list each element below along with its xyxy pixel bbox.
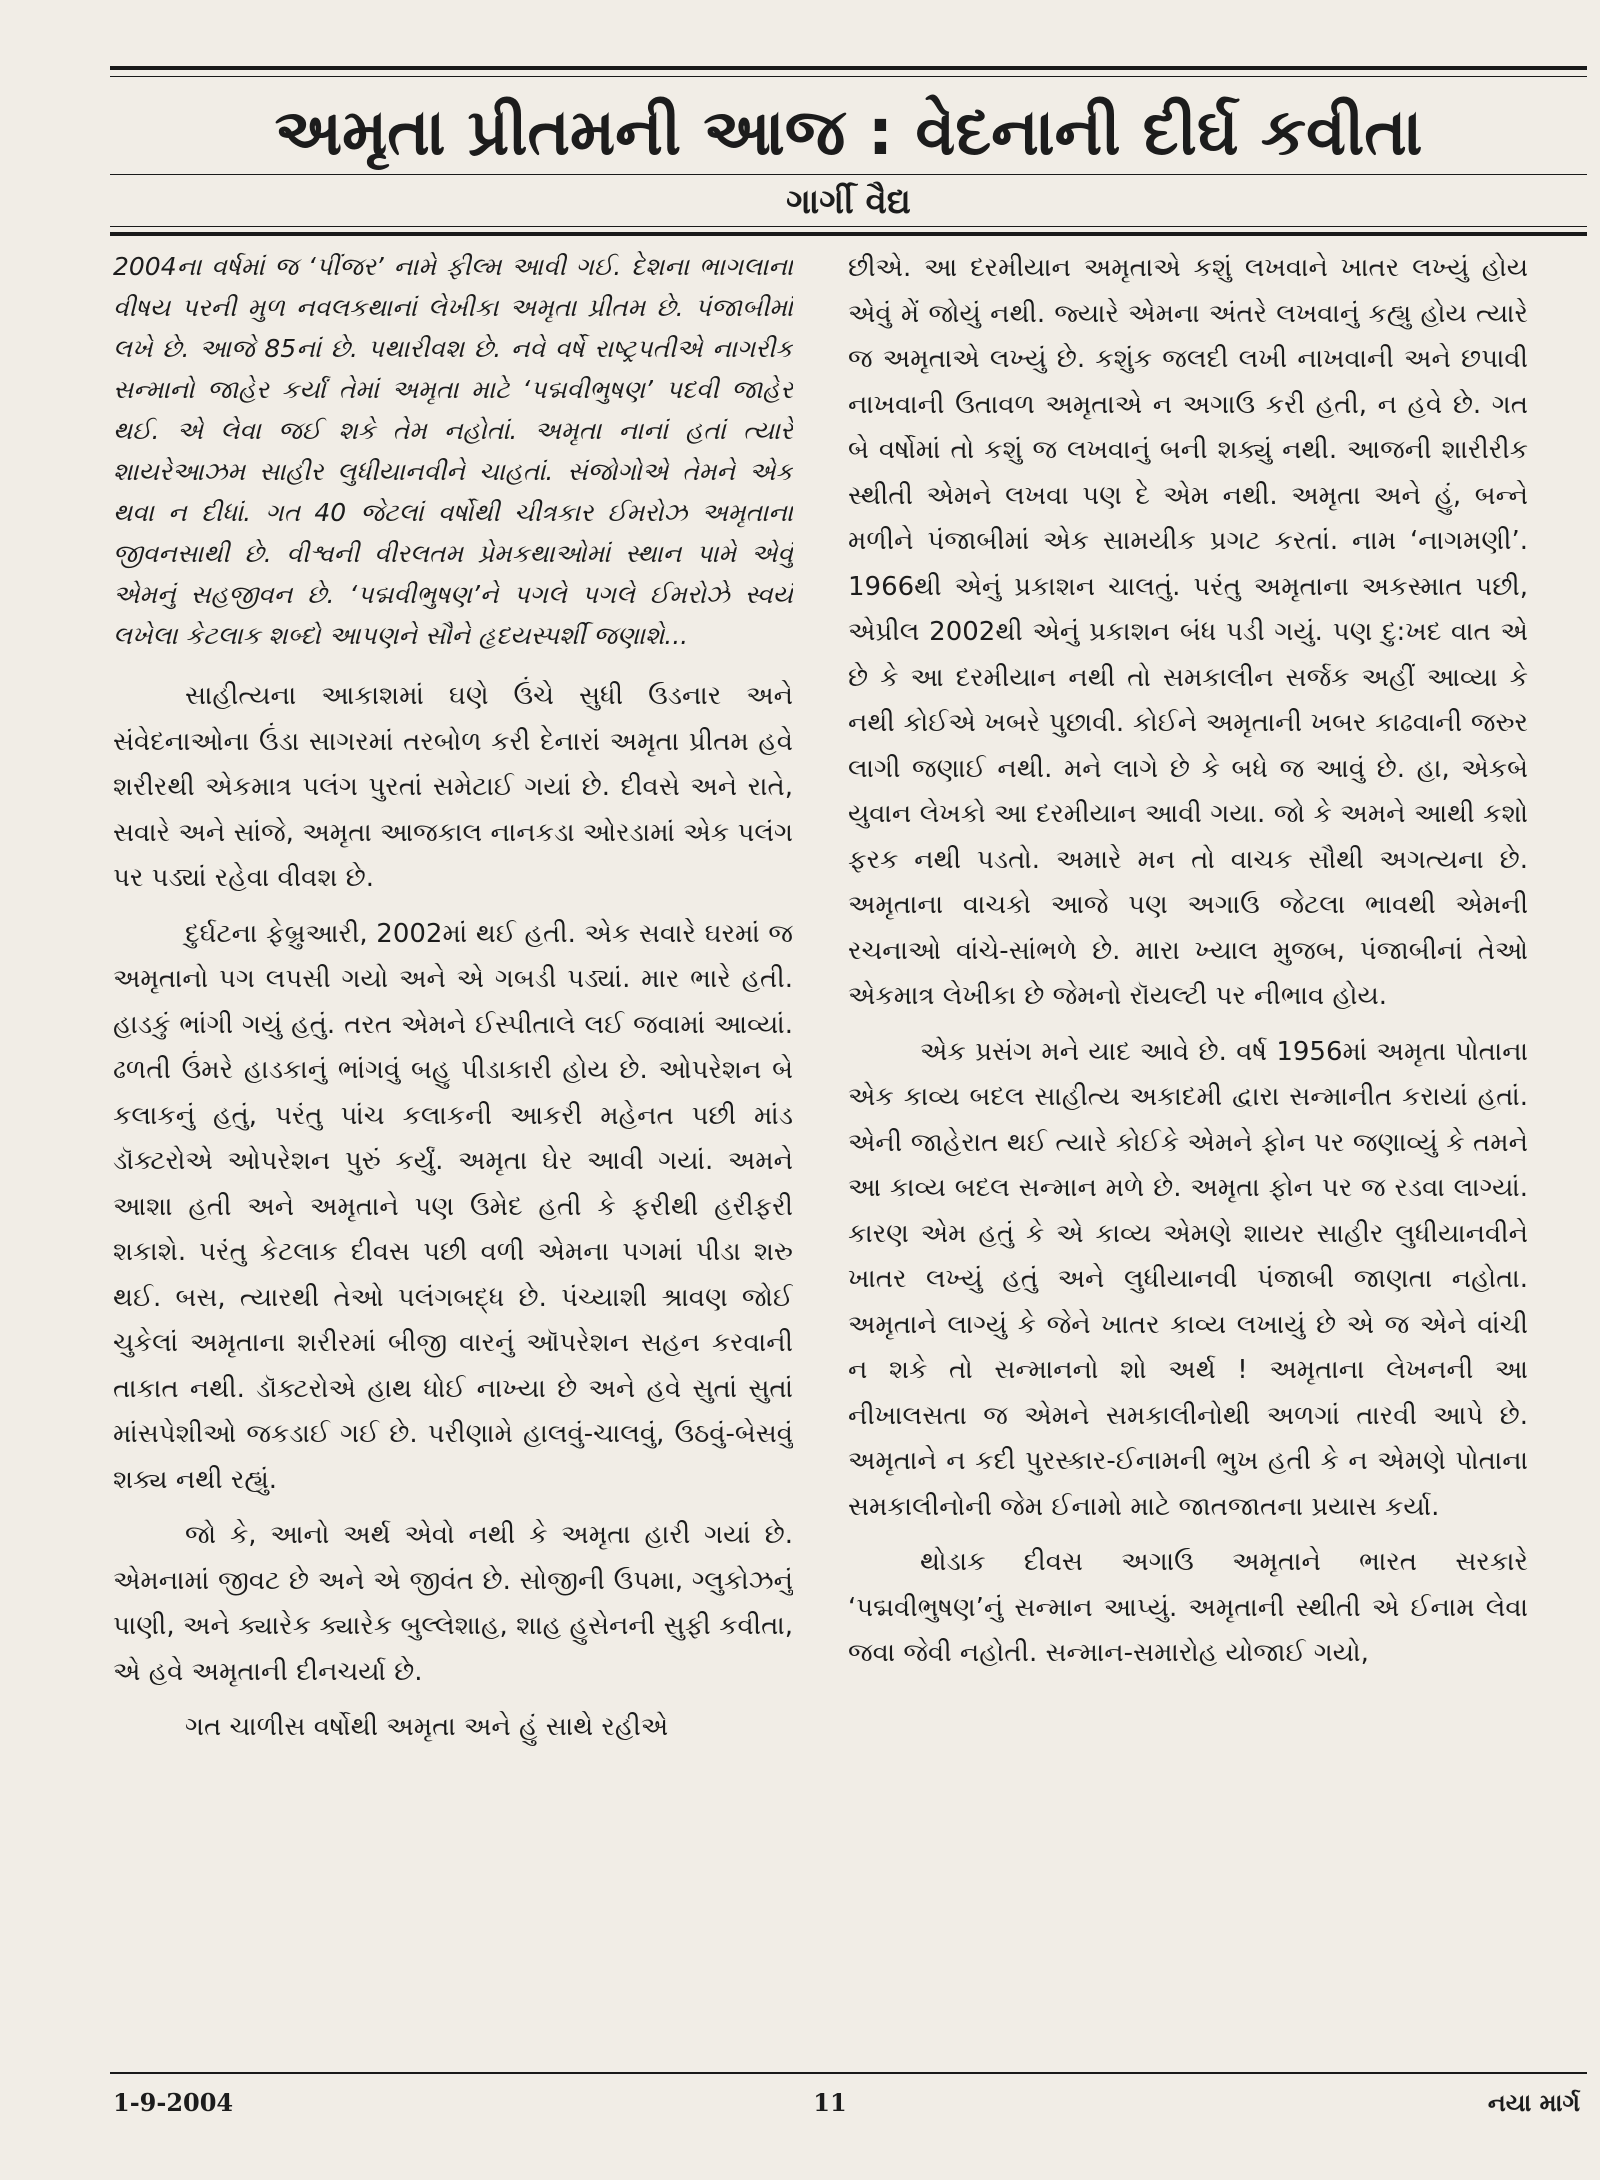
paragraph: જો કે, આનો અર્થ એવો નથી કે અમૃતા હારી ગયાં છે. એમનામાં જીવટ છે અને એ જીવંત છે. સોજીની ઉપમા, ગ્લુકોઝનું પાણી, અને ક્યારેક ક્યારેક બુલ્લેશાહ, શાહ હુસેનની સુફી કવીતા, એ હવે અમૃતાની દીનચર્યા છે. [113, 1520, 793, 1687]
author-rule-thin [110, 226, 1587, 227]
paragraph: સાહીત્યના આકાશમાં ઘણે ઉંચે સુધી ઉડનાર અને સંવેદનાઓના ઉંડા સાગરમાં તરબોળ કરી દેનારાં અમૃતા પ્રીતમ હવે શરીરથી એકમાત્ર પલંગ પુરતાં સમેટાઈ ગયાં છે. દીવસે અને રાતે, સવારે અને સાંજે, અમૃતા આજકાલ નાનકડા ઓરડામાં એક પલંગ પર પડ્યાં રહેવા વીવશ છે. [113, 681, 793, 893]
paragraph-continued: છીએ. આ દરમીયાન અમૃતાએ કશું લખવાને ખાતર લખ્યું હોય એવું મેં જોયું નથી. જ્યારે એમના અંતરે લખવાનું કહ્યુ હોય ત્યારે જ અમૃતાએ લખ્યું છે. કશુંક જલદી લખી નાખવાની અને છપાવી નાખવાની ઉતાવળ અમૃતાએ ન અગાઉ કરી હતી, ન હવે છે. ગત બે વર્ષોમાં તો કશું જ લખવાનું બની શક્યું નથી. આજની શારીરીક સ્થીતી એમને લખવા પણ દે એમ નથી. અમૃતા અને હું, બન્ને મળીને પંજાબીમાં એક સામયીક પ્રગટ કરતાં. નામ ‘નાગમણી’. 1966થી એનું પ્રકાશન ચાલતું. પરંતુ અમૃતાના અકસ્માત પછી, એપ્રીલ 2002થી એનું પ્રકાશન બંધ પડી ગયું. પણ દુ:ખદ વાત એ છે કે આ દરમીયાન નથી તો સમકાલીન સર્જક અહીં આવ્યા કે નથી કોઈએ ખબરે પુછાવી. કોઈને અમૃતાની ખબર કાઢવાની જરુર લાગી જણાઈ નથી. મને લાગે છે કે બધે જ આવું છે. હા, એકબે યુવાન લેખકો આ દરમીયાન આવી ગયા. જો કે અમને આથી કશો ફરક નથી પડતો. અમારે મન તો વાચક સૌથી અગત્યના છે. અમૃતાના વાચકો આજે પણ અગાઉ જેટલા ભાવથી એમની રચનાઓ વાંચે-સાંભળે છે. મારા ખ્યાલ મુજબ, પંજાબીનાં તેઓ એકમાત્ર લેખીકા છે જેમનો રૉયલ્ટી પર નીભાવ હોય. [848, 253, 1528, 1011]
author-rule-thick [110, 232, 1587, 236]
publication-name: નયા માર્ગ [1487, 2089, 1580, 2117]
top-rule-thin [110, 76, 1587, 77]
intro-paragraph: 2004ના વર્ષમાં જ ‘પીંજર’ નામે ફીલ્મ આવી ગઈ. દેશના ભાગલાના વીષય પરની મુળ નવલકથાનાં લેખીકા અમૃતા પ્રીતમ છે. પંજાબીમાં લખે છે. આજે 85નાં છે. પથારીવશ છે. નવે વર્ષે રાષ્ટ્રપતીએ નાગરીક સન્માનો જાહેર કર્યાં તેમાં અમૃતા માટે ‘પદ્મવીભુષણ’ પદવી જાહેર થઈ. એ લેવા જઈ શકે તેમ નહોતાં. અમૃતા નાનાં હતાં ત્યારે શાયરેઆઝમ સાહીર લુધીયાનવીને ચાહતાં. સંજોગોએ તેમને એક થવા ન દીધાં. ગત 40 જેટલાં વર્ષોથી ચીત્રકાર ઈમરોઝ અમૃતાના જીવનસાથી છે. વીશ્વની વીરલતમ પ્રેમકથાઓમાં સ્થાન પામે એવું એમનું સહજીવન છે. ‘પદ્મવીભુષણ’ને પગલે પગલે ઈમરોઝે સ્વયં લખેલા કેટલાક શબ્દો આપણને સૌને હૃદયસ્પર્શી જણાશે... [113, 252, 793, 650]
article-author: ગાર્ગી વૈદ્ય [786, 182, 911, 222]
paragraph: એક પ્રસંગ મને યાદ આવે છે. વર્ષ 1956માં અમૃતા પોતાના એક કાવ્ય બદલ સાહીત્ય અકાદમી દ્વારા સન્માનીત કરાયાં હતાં. એની જાહેરાત થઈ ત્યારે કોઈકે એમને ફોન પર જણાવ્યું કે તમને આ કાવ્ય બદલ સન્માન મળે છે. અમૃતા ફોન પર જ રડવા લાગ્યાં. કારણ એમ હતું કે એ કાવ્ય એમણે શાયર સાહીર લુધીયાનવીને ખાતર લખ્યું હતું અને લુધીયાનવી પંજાબી જાણતા નહોતા. અમૃતાને લાગ્યું કે જેને ખાતર કાવ્ય લખાયું છે એ જ એને વાંચી ન શકે તો સન્માનનો શો અર્થ ! અમૃતાના લેખનની આ નીખાલસતા જ એમને સમકાલીનોથી અળગાં તારવી આપે છે. અમૃતાને ન કદી પુરસ્કાર-ઈનામની ભુખ હતી કે ન એમણે પોતાના સમકાલીનોની જેમ ઈનામો માટે જાતજાતના પ્રયાસ કર્યા. [848, 1036, 1528, 1522]
top-rule-thick [110, 66, 1587, 70]
footer-rule [110, 2072, 1587, 2074]
paragraph: દુર્ઘટના ફેબ્રુઆરી, 2002માં થઈ હતી. એક સવારે ઘરમાં જ અમૃતાનો પગ લપસી ગયો અને એ ગબડી પડ્યાં. માર ભારે હતી. હાડકું ભાંગી ગયું હતું. તરત એમને ઈસ્પીતાલે લઈ જવામાં આવ્યાં. ઢળતી ઉંમરે હાડકાનું ભાંગવું બહુ પીડાકારી હોય છે. ઓપરેશન બે કલાકનું હતું, પરંતુ પાંચ કલાકની આકરી મહેનત પછી માંડ ડૉક્ટરોએ ઓપરેશન પુરું કર્યું. અમૃતા ઘેર આવી ગયાં. અમને આશા હતી અને અમૃતાને પણ ઉમેદ હતી કે ફરીથી હરીફરી શકાશે. પરંતુ કેટલાક દીવસ પછી વળી એમના પગમાં પીડા શરુ થઈ. બસ, ત્યારથી તેઓ પલંગબદ્ધ છે. પંચ્યાશી શ્રાવણ જોઈ ચુકેલાં અમૃતાના શરીરમાં બીજી વારનું ઑપરેશન સહન કરવાની તાકાત નથી. ડૉક્ટરોએ હાથ ધોઈ નાખ્યા છે અને હવે સુતાં સુતાં માંસપેશીઓ જકડાઈ ગઈ છે. પરીણામે હાલવું-ચાલવું, ઉઠવું-બેસવું શક્ય નથી રહ્યું. [113, 918, 793, 1495]
left-column [113, 246, 793, 2136]
paragraph: થોડાક દીવસ અગાઉ અમૃતાને ભારત સરકારે ‘પદ્મવીભુષણ’નું સન્માન આપ્યું. અમૃતાની સ્થીતી એ ઈનામ લેવા જવા જેવી નહોતી. સન્માન-સમારોહ યોજાઈ ગયો, [848, 1547, 1528, 1668]
title-rule [110, 174, 1587, 175]
article-title: અમૃતા પ્રીતમની આજ : વેદનાની દીર્ઘ કવીતા [274, 96, 1423, 170]
right-column [848, 246, 1528, 2136]
page-number: 11 [813, 2088, 847, 2117]
paragraph: ગત ચાળીસ વર્ષોથી અમૃતા અને હું સાથે રહીએ [185, 1712, 669, 1742]
footer-date: 1-9-2004 [113, 2088, 234, 2117]
